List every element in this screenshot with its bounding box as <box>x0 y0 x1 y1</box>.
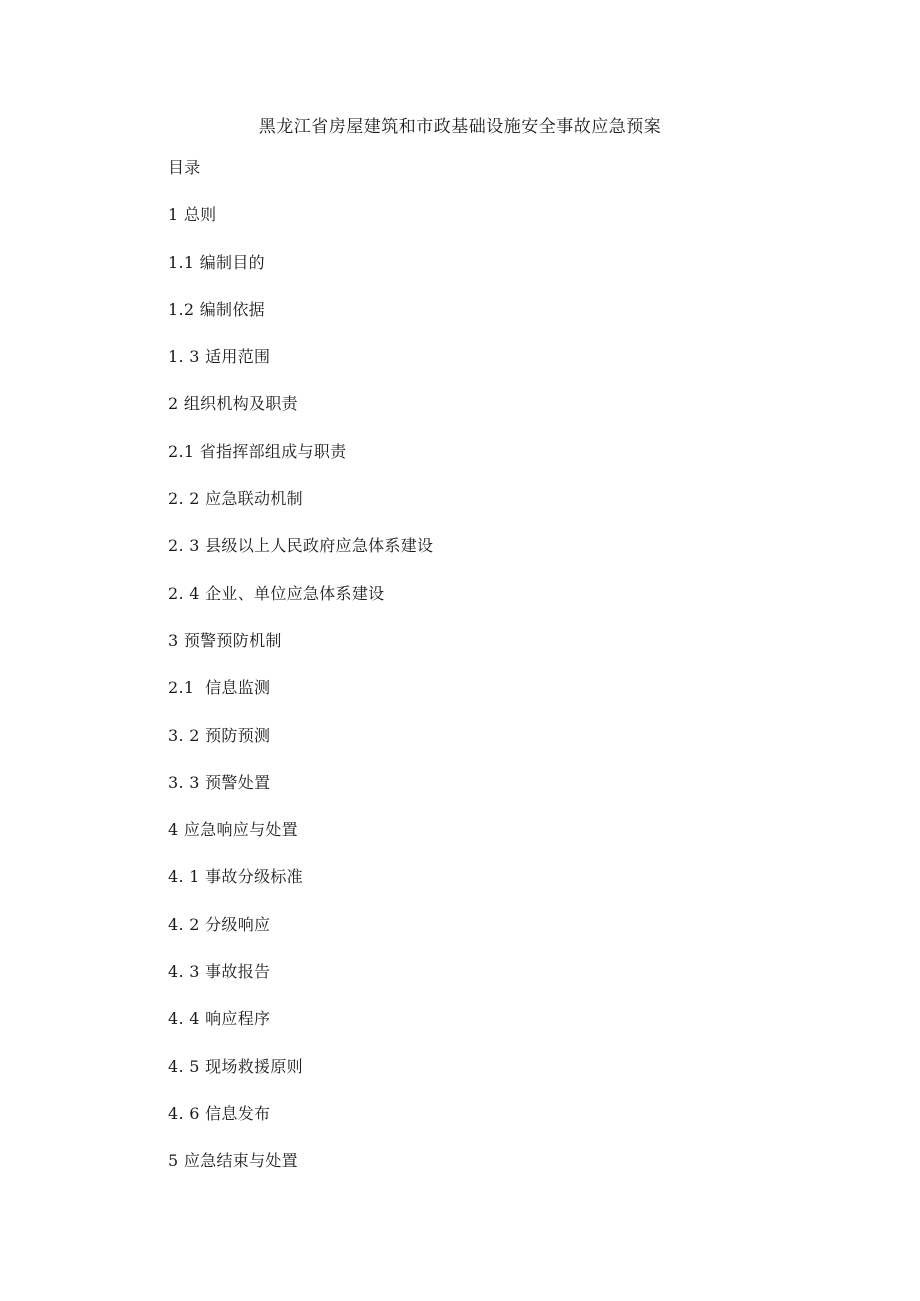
toc-item: 4. 2 分级响应 <box>168 914 271 934</box>
toc-heading: 目录 <box>168 158 201 177</box>
toc-item: 2.1 信息监测 <box>168 678 271 698</box>
toc-item: 2.1 省指挥部组成与职责 <box>168 441 347 461</box>
toc-item: 4. 1 事故分级标准 <box>168 867 303 887</box>
toc-item: 2. 2 应急联动机制 <box>168 489 303 509</box>
toc-item: 4. 5 现场救援原则 <box>168 1056 303 1076</box>
toc-item: 1.1 编制目的 <box>168 252 265 272</box>
toc-item: 4. 6 信息发布 <box>168 1103 271 1123</box>
toc-item: 3. 2 预防预测 <box>168 725 271 745</box>
toc-item: 2 组织机构及职责 <box>168 394 298 414</box>
toc-item: 1.2 编制依据 <box>168 299 265 319</box>
toc-item: 4 应急响应与处置 <box>168 820 298 840</box>
table-of-contents <box>168 155 433 1196</box>
toc-item: 5 应急结束与处置 <box>168 1151 298 1171</box>
toc-item: 1 总则 <box>168 205 217 225</box>
toc-item: 1. 3 适用范围 <box>168 347 271 367</box>
toc-item: 3 预警预防机制 <box>168 630 282 650</box>
toc-item: 2. 3 县级以上人民政府应急体系建设 <box>168 536 434 556</box>
document-title: 黑龙江省房屋建筑和市政基础设施安全事故应急预案 <box>258 117 662 137</box>
toc-item: 2. 4 企业、单位应急体系建设 <box>168 583 385 603</box>
toc-item: 4. 3 事故报告 <box>168 962 271 982</box>
toc-item: 3. 3 预警处置 <box>168 772 271 792</box>
toc-item: 4. 4 响应程序 <box>168 1009 271 1029</box>
